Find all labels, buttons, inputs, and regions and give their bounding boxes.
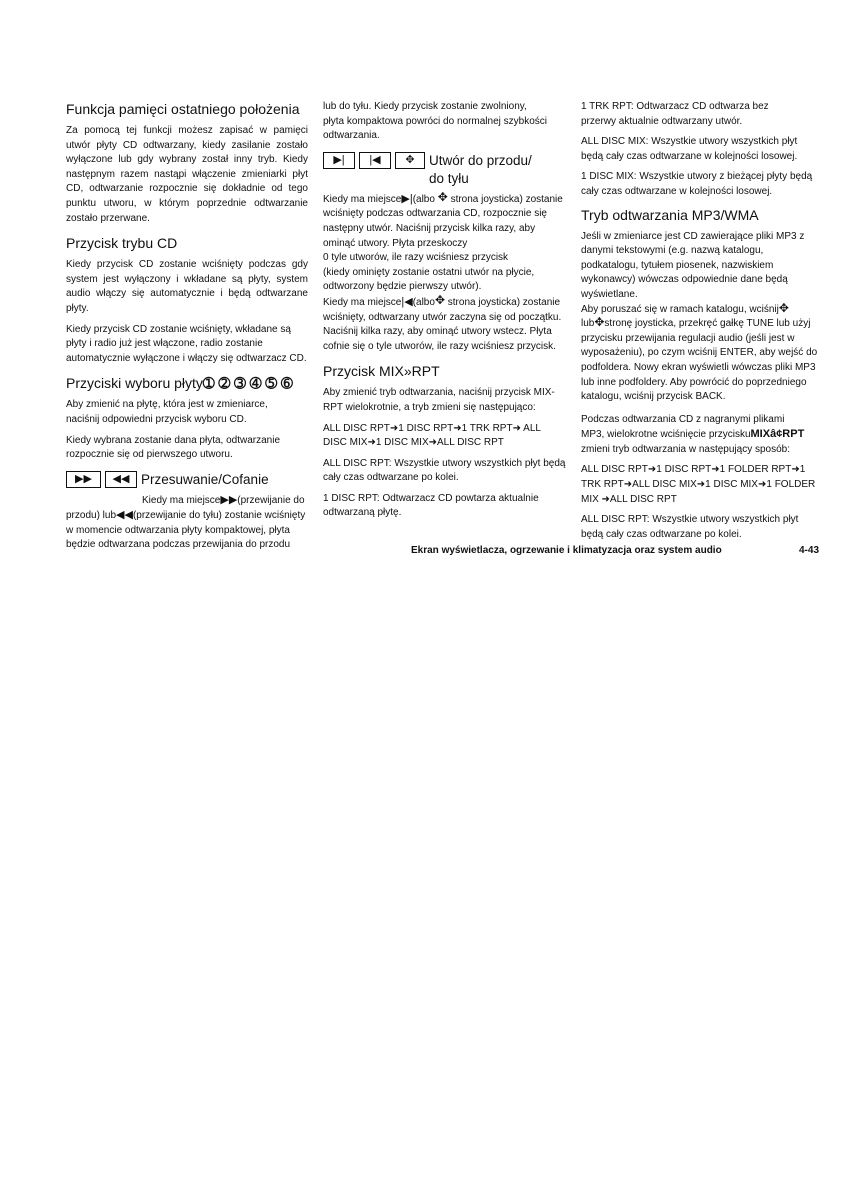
mix-rpt-symbol: MIXâ¢RPT — [750, 428, 805, 441]
para-all-disc-mix — [581, 135, 822, 164]
heading-cd-mode: Przycisk trybu CD — [66, 235, 178, 252]
text-line: podkatalogu, tytułem piosenek, nazwiskiem — [581, 259, 774, 271]
text-line: danymi tekstowymi (e.g. nazwą katalogu, — [581, 245, 764, 257]
footer-section-title: Ekran wyświetlacza, ogrzewanie i klimatyzacja oraz system audio — [411, 545, 722, 556]
text-line — [323, 292, 561, 311]
text-line: wyświetlane. — [581, 288, 638, 300]
para-all-disc-rpt — [323, 457, 566, 486]
text-line — [66, 493, 308, 509]
para-continue — [323, 100, 555, 144]
page-number: 4-43 — [799, 545, 820, 556]
text-line: cały czas odtwarzane po kolei. — [323, 472, 459, 484]
text-line: płyty i radio już jest włączone, radio zostanie — [66, 338, 263, 350]
text-line: przerwy aktualnie odtwarzany utwór. — [581, 115, 743, 127]
joystick-icon: ✥ — [395, 152, 425, 169]
text: Kiedy ma miejsce — [323, 296, 402, 308]
para-mix — [323, 386, 555, 415]
heading-track-line-2: do tyłu — [429, 170, 469, 186]
disc-number-icons: ➀ ➁ ➂ ➃ ➄ ➅ — [202, 375, 293, 392]
text: (przewijanie do tyłu) zostanie wciśnięty — [132, 510, 306, 522]
text-line: 1 DISC RPT: Odtwarzacz CD powtarza aktualnie — [323, 492, 539, 504]
para-mp3 — [581, 230, 822, 405]
para-mp3-all-disc-rpt — [581, 513, 822, 542]
text-line: Kiedy wybrana zostanie dana płyta, odtwarzanie — [66, 434, 281, 446]
text-line: MIX ➜ALL DISC RPT — [581, 493, 677, 505]
para-memory: Za pomocą tej funkcji możesz zapisać w pamięci utwór płyty CD odtwarzany, kiedy zasilanie zostało wyłączone lub gdy wybrany został inny tryb. Kiedy następnym razem nastąpi włączenie zmieniarki płyt CD, odtwarzanie rozpocznie się dokładnie od tego punktu utworu, w którym poprzednie odtwarzanie zostało przerwane. — [66, 125, 308, 224]
text-line: katalogu, wciśnij przycisk BACK. — [581, 391, 726, 403]
text-line: wyposażeniu), po czym wciśnij ENTER, aby wejść do — [581, 347, 818, 359]
heading-track-line-1: Utwór do przodu/ — [429, 152, 532, 168]
rewind-icon: ◀◀ — [116, 509, 133, 522]
text-line: ALL DISC RPT➜1 DISC RPT➜1 TRK RPT➜ ALL — [323, 422, 541, 434]
text: (przewijanie do — [237, 494, 305, 506]
text-line: RPT wielokrotnie, a tryb zmieni się następująco: — [323, 401, 536, 413]
text: Aby poruszać się w ramach katalogu, wciśnij — [581, 303, 779, 315]
column-2 — [323, 100, 566, 527]
prev-track-icon: |◀ — [359, 152, 391, 169]
para-ff-rew — [66, 493, 308, 553]
track-heading — [323, 152, 555, 188]
joystick-icon: ✥ — [594, 315, 605, 330]
joystick-icon: ✥ — [437, 189, 448, 204]
text-line: rozpocznie się od pierwszego utworu. — [66, 449, 233, 461]
heading-memory: Funkcja pamięci ostatniego położenia — [66, 101, 300, 117]
para-next-track — [323, 189, 563, 355]
text: strona joysticka) zostanie — [450, 193, 563, 205]
text-line: ALL DISC RPT: Wszystkie utwory wszystkich płyt — [581, 514, 799, 526]
text-line: podfoldera. Nowy ekran wyświetli wówczas pliki MP3 — [581, 361, 816, 373]
heading-mix-rpt: Przycisk MIX»RPT — [323, 363, 440, 380]
para-cd-mode-2 — [66, 323, 308, 367]
text-line: ALL DISC MIX: Wszystkie utwory wszystkich płyt — [581, 136, 798, 148]
para-select-2 — [66, 434, 308, 463]
text-line — [581, 427, 822, 443]
text-line: następny utwór. Naciśnij przycisk kilka razy, aby — [323, 222, 536, 234]
para-mp3-sequence — [581, 463, 822, 507]
ff-rew-heading — [66, 471, 308, 489]
text-line: odtwarzania. — [323, 130, 380, 142]
text-line: Aby zmienić tryb odtwarzania, naciśnij przycisk MIX- — [323, 387, 555, 399]
para-cd-mode-1: Kiedy przycisk CD zostanie wciśnięty podczas gdy system jest wyłączony i wkładane są płyty, system audio włączy się automatycznie i będą odtwarzane płyty. — [66, 259, 308, 314]
text-line — [66, 508, 308, 524]
text-line: (kiedy ominięty zostanie ostatni utwór na płycie, — [323, 266, 535, 278]
text: przodu) lub — [66, 510, 117, 522]
text-line: będą cały czas odtwarzane w kolejności losowej. — [581, 150, 798, 162]
text-line: Podczas odtwarzania CD z nagranymi plikami — [581, 413, 785, 425]
column-3 — [581, 100, 822, 548]
text-line: przycisku przewijania regulacji audio (jeśli jest w — [581, 332, 795, 344]
para-1-trk-rpt — [581, 100, 822, 129]
text-line: TRK RPT➜ALL DISC MIX➜1 DISC MIX➜1 FOLDER — [581, 479, 816, 491]
text-line — [323, 189, 563, 208]
fast-forward-icon: ▶▶ — [66, 471, 101, 488]
text-line — [581, 317, 822, 332]
text-line — [581, 300, 822, 318]
text-line: DISC MIX➜1 DISC MIX➜ALL DISC RPT — [323, 437, 504, 449]
para-1-disc-rpt — [323, 492, 555, 521]
text-line: Aby zmienić na płytę, która jest w zmieniarce, — [66, 399, 268, 411]
text-line: lub inne podfoldery. Aby powrócić do poprzedniego — [581, 376, 807, 388]
text-line: 0 tyle utworów, ile razy wciśniesz przycisk — [323, 252, 509, 264]
text-line: 1 TRK RPT: Odtwarzacz CD odtwarza bez — [581, 101, 769, 112]
text: stronę joysticka, przekręć gałkę TUNE lub użyj — [604, 318, 811, 330]
prev-track-icon: |◀ — [401, 295, 413, 308]
text: (albo — [412, 296, 435, 308]
next-track-icon: ▶| — [401, 192, 413, 205]
text: MP3, wielokrotne wciśnięcie przycisku — [581, 429, 751, 441]
text-line: naciśnij odpowiedni przycisk wyboru CD. — [66, 413, 247, 425]
text-line: odtworzony będzie pierwszy utwór). — [323, 281, 482, 293]
text-line: wciśnięty podczas odtwarzania CD, rozpocznie się — [323, 208, 547, 220]
text-line: lub do tyłu. Kiedy przycisk zostanie zwolniony, — [323, 101, 527, 112]
heading-disc-select-text: Przyciski wyboru płyty — [66, 375, 203, 392]
text-line: odtwarzaną płytę. — [323, 507, 402, 519]
text-line: ALL DISC RPT: Wszystkie utwory wszystkich płyt będą — [323, 457, 566, 469]
text: lub — [581, 318, 595, 330]
heading-mp3-wma: Tryb odtwarzania MP3/WMA — [581, 206, 759, 223]
text-line: automatycznie wyłączone i włączy się odtwarzacz CD. — [66, 352, 307, 364]
heading-ff-rew: Przesuwanie/Cofanie — [141, 471, 269, 487]
next-track-icon: ▶| — [323, 152, 355, 169]
heading-disc-select — [66, 374, 308, 392]
text-line: Kiedy przycisk CD zostanie wciśnięty, wkładane są — [66, 323, 291, 335]
para-1-disc-mix — [581, 170, 822, 199]
text: Kiedy ma miejsce — [142, 494, 221, 506]
text-line: cofnie się o tyle utworów, ile razy wciśniesz przycisk. — [323, 340, 556, 352]
column-1 — [66, 100, 308, 559]
fast-forward-icon: ▶▶ — [220, 493, 238, 506]
text-line: Naciśnij kilka razy, aby ominąć utwory wstecz. Płyta — [323, 326, 552, 338]
joystick-icon: ✥ — [434, 292, 445, 307]
text-line: ALL DISC RPT➜1 DISC RPT➜1 FOLDER RPT➜1 — [581, 464, 806, 476]
para-mp3-cd — [581, 413, 822, 458]
para-mix-sequence — [323, 422, 555, 451]
text-line: 1 DISC MIX: Wszystkie utwory z bieżącej płyty będą — [581, 171, 813, 183]
text-line: cały czas odtwarzane w kolejności losowej. — [581, 185, 773, 197]
text-line: Jeśli w zmieniarce jest CD zawierające pliki MP3 z — [581, 230, 805, 242]
para-select-1 — [66, 398, 308, 427]
text-line: wciśnięty, odtwarzany utwór zaczyna się od początku. — [323, 311, 562, 323]
text-line: w momencie odtwarzania płyty kompaktowej, płyta — [66, 524, 290, 536]
text-line: będą cały czas odtwarzane po kolei. — [581, 528, 742, 540]
joystick-icon: ✥ — [778, 300, 789, 315]
heading-track — [429, 152, 532, 188]
text-line: płyta kompaktowa powróci do normalnej szybkości — [323, 115, 547, 127]
text-line: wykonawcy) wówczas odpowiednie dane będą — [581, 274, 788, 286]
text-line: zmieni tryb odtwarzania w następujący sposób: — [581, 443, 790, 455]
text: strona joysticka) zostanie — [447, 296, 561, 308]
text-line: będzie odtwarzana podczas przewijania do przodu — [66, 539, 291, 551]
text: Kiedy ma miejsce — [323, 193, 402, 205]
rewind-icon: ◀◀ — [105, 471, 137, 488]
text: (albo — [412, 193, 435, 205]
text-line: ominąć utwory. Płyta przeskoczy — [323, 237, 468, 249]
